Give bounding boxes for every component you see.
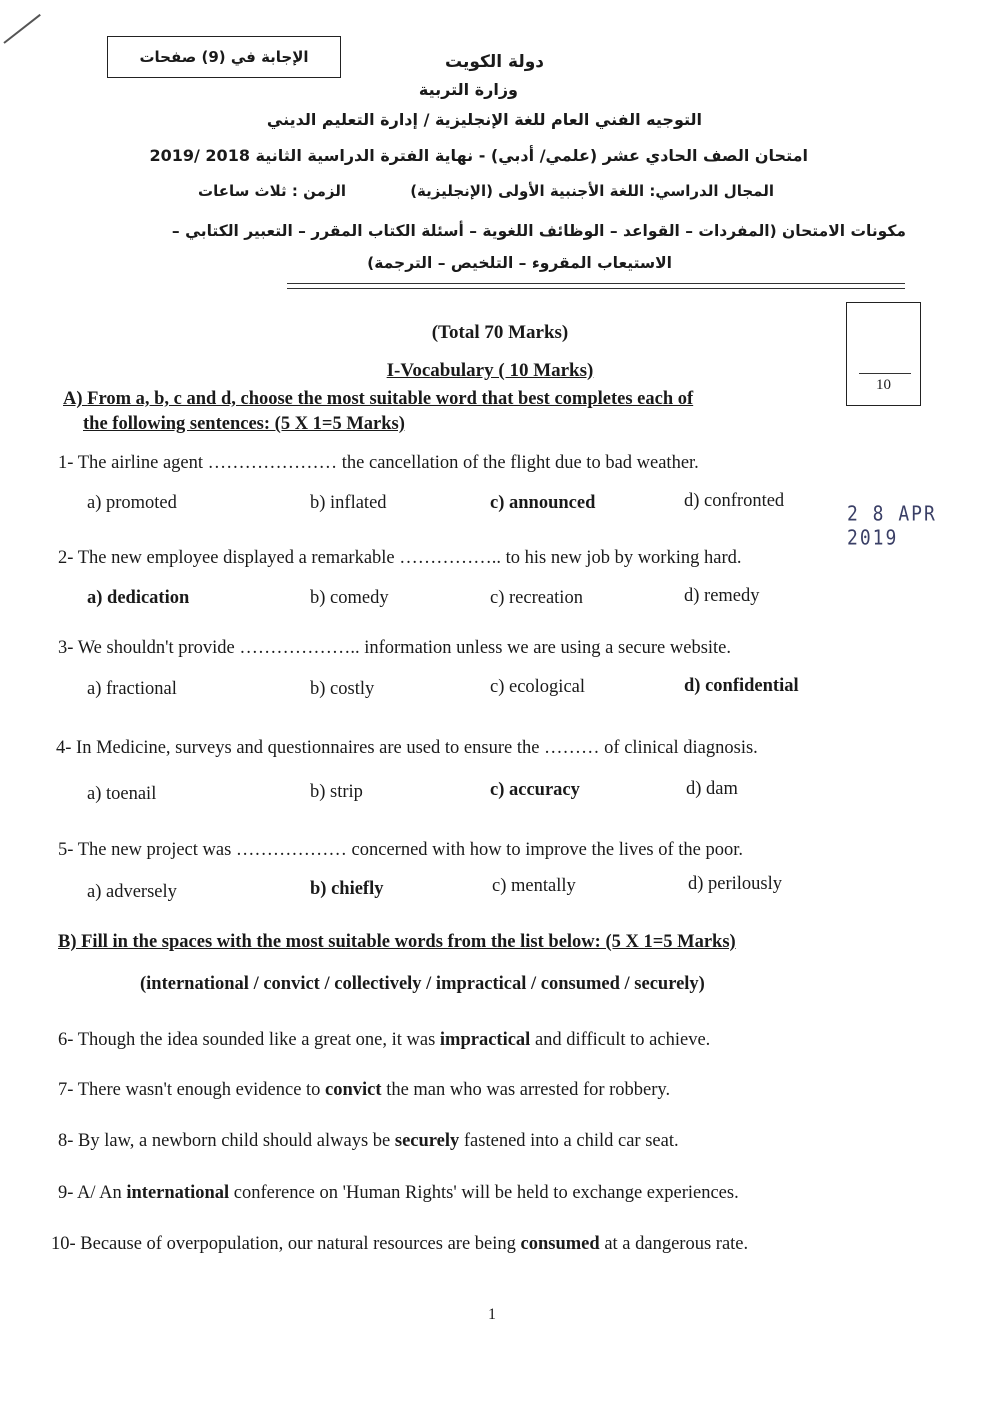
q4-option-d: d) dam <box>686 779 738 799</box>
pages-note-box <box>107 36 341 78</box>
q3-option-d: d) confidential <box>684 676 799 696</box>
header-divider-2 <box>287 288 905 289</box>
q1-option-d: d) confronted <box>684 491 785 511</box>
components-line-2: الاستيعاب المقروء – التلخيص – الترجمة) <box>367 254 672 272</box>
sentence-7-answer: convict <box>325 1080 382 1100</box>
q2-option-d: d) remedy <box>684 586 760 606</box>
q2-option-c: c) recreation <box>490 588 583 608</box>
q4-option-c: c) accuracy <box>490 780 580 800</box>
q5-option-a: a) adversely <box>87 882 177 902</box>
q4-option-b: b) strip <box>310 782 363 802</box>
page-number: 1 <box>488 1306 496 1323</box>
total-marks: (Total 70 Marks) <box>431 322 569 343</box>
sentence-9-answer: international <box>126 1183 230 1203</box>
q2-option-b: b) comedy <box>310 588 389 608</box>
q5-option-d: d) perilously <box>688 874 783 894</box>
part-b-instruction: B) Fill in the spaces with the most suitable words from the list below: (5 X 1=5 Marks) <box>58 932 736 952</box>
q5-option-b: b) chiefly <box>310 879 384 899</box>
sentence-8: 8- By law, a newborn child should always be securely fastened into a child car seat. <box>58 1131 679 1151</box>
q1-option-b: b) inflated <box>310 493 387 513</box>
question-1: 1- The airline agent ………………… the cancellation of the flight due to bad weather. <box>58 453 699 473</box>
pages-note: الإجابة في (9) صفحات <box>139 48 309 66</box>
components-line-1: مكونات الامتحان (المفردات – القواعد – الوظائف اللغوية – أسئلة الكتاب المقرر – التعبير الكتابي – <box>171 222 906 240</box>
date-stamp: 2 8 APR 2019 <box>847 501 937 551</box>
question-2: 2- The new employee displayed a remarkable …………….. to his new job by working hard. <box>58 548 742 568</box>
part-a-instruction-line-2: the following sentences: (5 X 1=5 Marks) <box>83 414 405 434</box>
scan-pen-mark <box>3 14 40 44</box>
sentence-9: 9- A/ An international conference on 'Human Rights' will be held to exchange experiences. <box>58 1183 739 1203</box>
score-max: 10 <box>876 377 891 393</box>
sentence-10-answer: consumed <box>520 1234 600 1254</box>
ministry-name: وزارة التربية <box>418 80 518 99</box>
sentence-7: 7- There wasn't enough evidence to convict the man who was arrested for robbery. <box>58 1080 671 1100</box>
sentence-10: 10- Because of overpopulation, our natural resources are being consumed at a dangerous rate. <box>51 1234 749 1254</box>
exam-title: امتحان الصف الحادي عشر (علمي/ أدبي) - نهاية الفترة الدراسية الثانية 2018 /2019 <box>149 146 808 165</box>
header-divider <box>287 283 905 284</box>
section-title: I-Vocabulary ( 10 Marks) <box>386 360 594 381</box>
part-a-instruction-line-1: A) From a, b, c and d, choose the most suitable word that best completes each of <box>63 389 694 409</box>
country-name: دولة الكويت <box>444 52 544 72</box>
question-3: 3- We shouldn't provide ……………….. information unless we are using a secure website. <box>58 638 732 658</box>
subject-line: المجال الدراسي: اللغة الأجنبية الأولى (الإنجليزية) <box>410 182 774 200</box>
sentence-6-answer: impractical <box>439 1030 531 1050</box>
exam-time: الزمن : ثلاث ساعات <box>198 182 346 200</box>
question-5: 5- The new project was ……………… concerned with how to improve the lives of the poor. <box>58 840 744 860</box>
question-4: 4- In Medicine, surveys and questionnaires are used to ensure the ……… of clinical diagnosis. <box>56 738 758 758</box>
department-name: التوجيه الفني العام للغة الإنجليزية / إدارة التعليم الديني <box>266 110 702 129</box>
q3-option-b: b) costly <box>310 679 375 699</box>
q2-option-a: a) dedication <box>87 588 190 608</box>
score-box-line <box>859 373 911 374</box>
q3-option-c: c) ecological <box>490 677 586 697</box>
sentence-6: 6- Though the idea sounded like a great one, it was impractical and difficult to achieve. <box>58 1030 711 1050</box>
part-b-word-list: (international / convict / collectively / impractical / consumed / securely) <box>140 974 705 994</box>
q4-option-a: a) toenail <box>87 784 157 804</box>
q5-option-c: c) mentally <box>492 876 576 896</box>
q1-option-c: c) announced <box>490 493 596 513</box>
sentence-8-answer: securely <box>394 1131 460 1151</box>
q3-option-a: a) fractional <box>87 679 177 699</box>
q1-option-a: a) promoted <box>87 493 177 513</box>
